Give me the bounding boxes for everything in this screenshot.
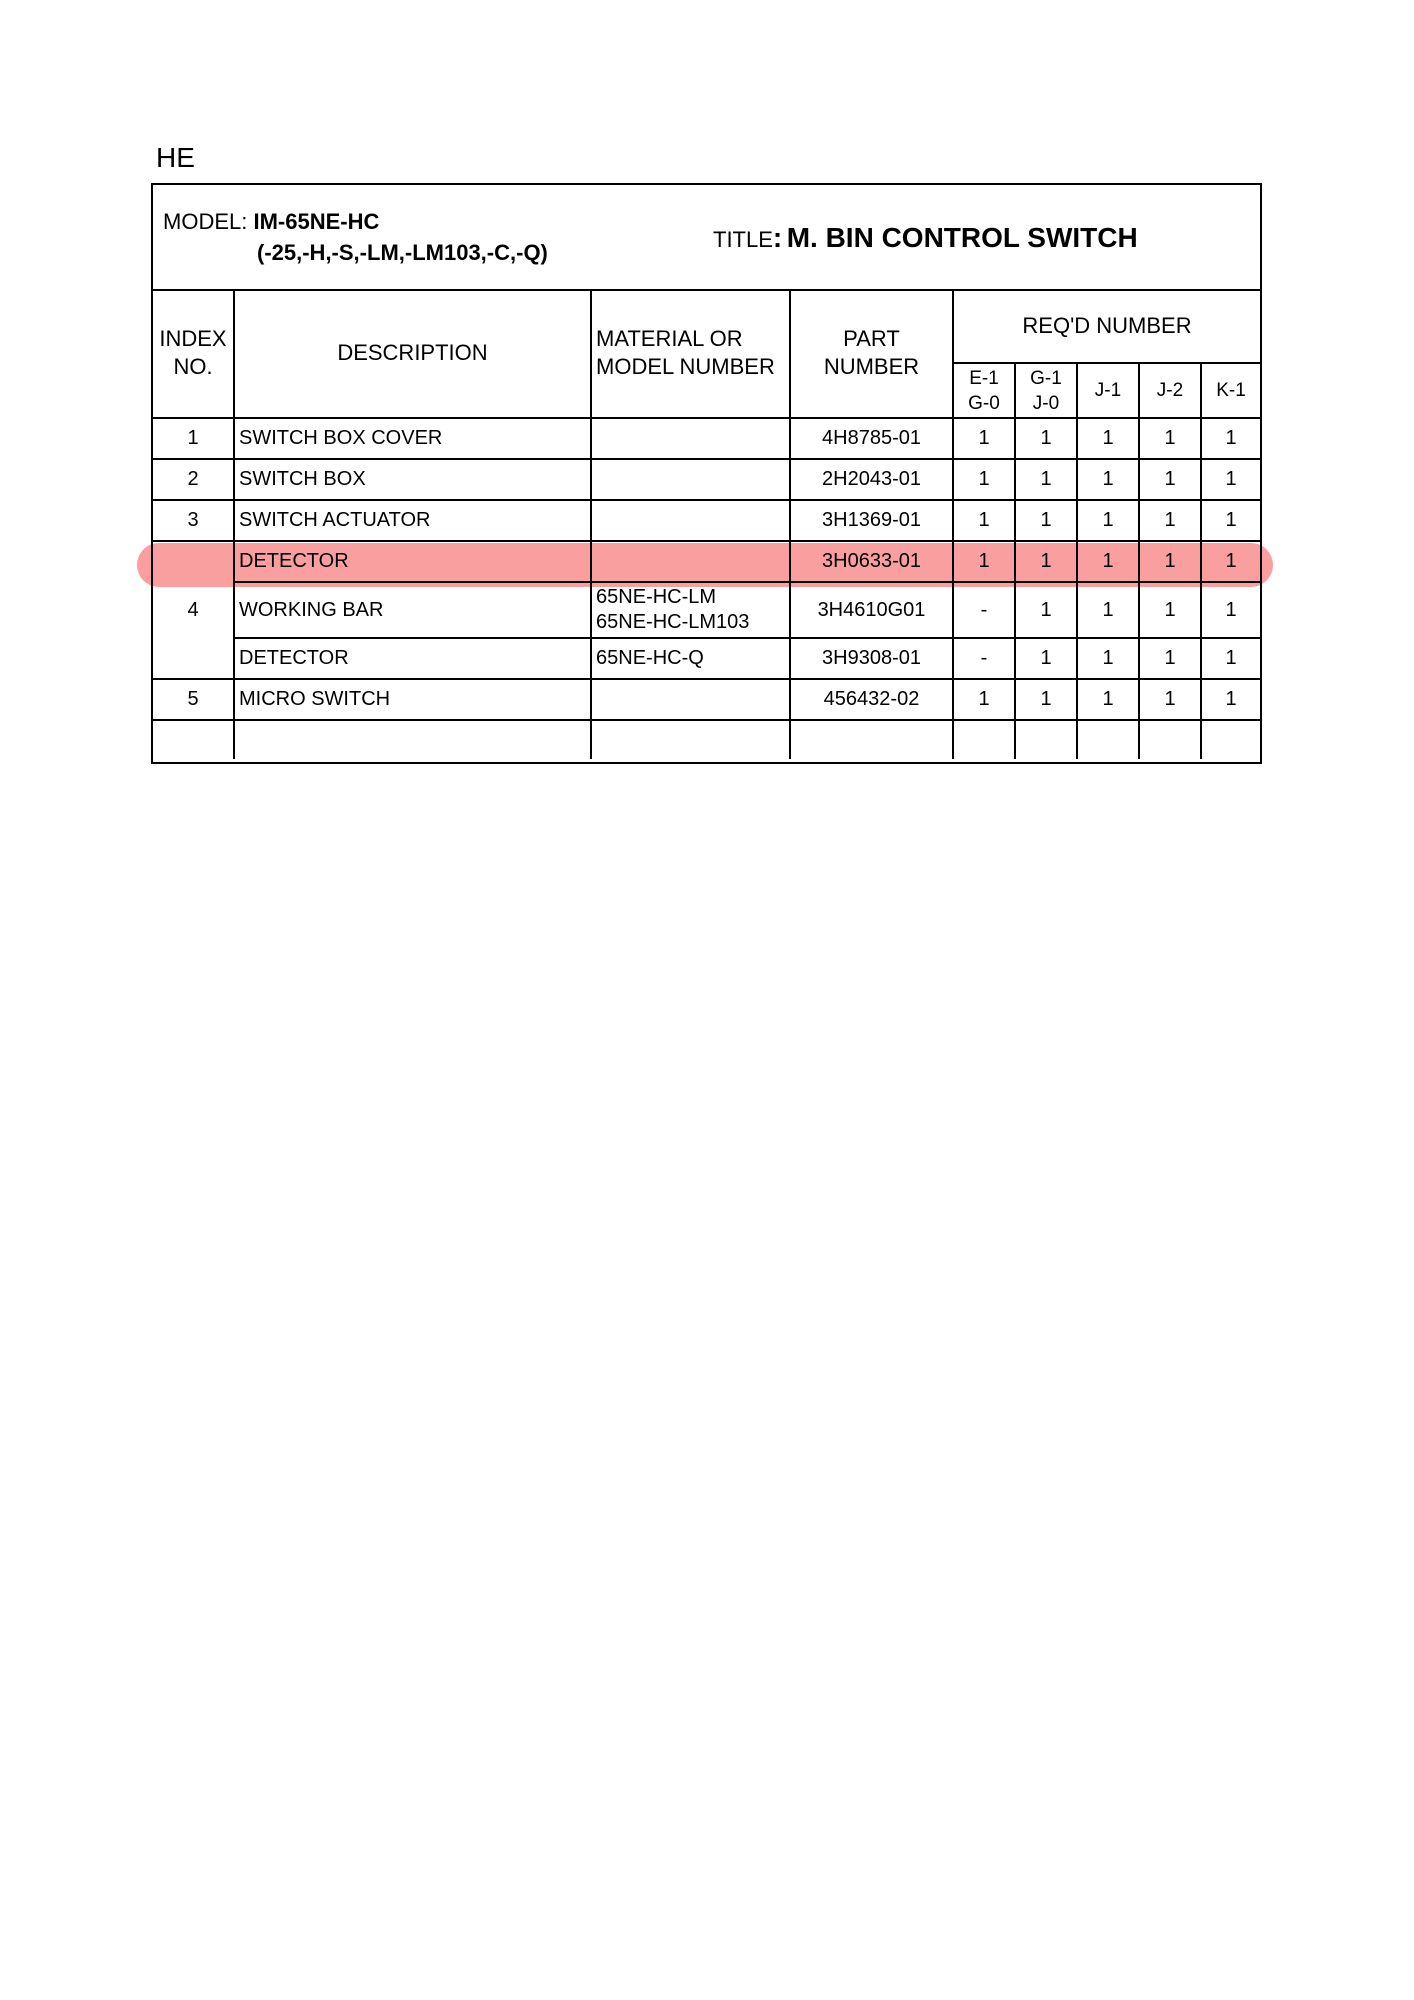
model-line [163, 209, 379, 235]
cell-part-number: 456432-02 [790, 679, 953, 720]
header-part-number: PART NUMBER [790, 289, 953, 418]
cell-material: 65NE-HC-LM 65NE-HC-LM103 [591, 582, 790, 638]
parts-table [153, 289, 1260, 759]
header-reqd-k1: K-1 [1201, 363, 1260, 418]
cell-index [153, 541, 234, 582]
title-label: TITLE [713, 227, 773, 252]
cell-qty: - [953, 638, 1015, 679]
cell-description: SWITCH BOX [234, 459, 591, 500]
cell-part-number: 3H4610G01 [790, 582, 953, 638]
model-label: MODEL: [163, 209, 248, 234]
cell-description: DETECTOR [234, 638, 591, 679]
cell-material [591, 720, 790, 759]
cell-qty: 1 [1201, 418, 1260, 459]
cell-qty: 1 [1077, 541, 1139, 582]
cell-qty: 1 [1077, 418, 1139, 459]
model-value: IM-65NE-HC [253, 209, 380, 234]
cell-qty: 1 [1201, 582, 1260, 638]
page-label: HE [156, 142, 195, 173]
cell-qty [953, 720, 1015, 759]
cell-material [591, 459, 790, 500]
cell-description [234, 720, 591, 759]
cell-part-number: 4H8785-01 [790, 418, 953, 459]
cell-qty: 1 [1015, 679, 1077, 720]
cell-description: MICRO SWITCH [234, 679, 591, 720]
table-row-empty [153, 720, 1260, 759]
cell-material [591, 679, 790, 720]
title-line [713, 222, 1138, 254]
cell-qty [1077, 720, 1139, 759]
table-row [153, 500, 1260, 541]
cell-qty: 1 [1077, 582, 1139, 638]
cell-qty: 1 [1077, 679, 1139, 720]
table-row-highlighted [153, 541, 1260, 582]
cell-index [153, 720, 234, 759]
cell-qty: 1 [1015, 418, 1077, 459]
table-row [153, 418, 1260, 459]
cell-qty: 1 [953, 679, 1015, 720]
header-material: MATERIAL OR MODEL NUMBER [591, 289, 790, 418]
cell-qty: 1 [1201, 459, 1260, 500]
cell-index: 2 [153, 459, 234, 500]
cell-qty: 1 [1201, 638, 1260, 679]
cell-qty: 1 [1015, 638, 1077, 679]
parts-list-sheet [151, 183, 1262, 764]
cell-description: DETECTOR [234, 541, 591, 582]
cell-part-number: 3H0633-01 [790, 541, 953, 582]
cell-qty: 1 [1015, 500, 1077, 541]
cell-qty: 1 [1201, 541, 1260, 582]
cell-part-number: 3H9308-01 [790, 638, 953, 679]
cell-qty: 1 [953, 459, 1015, 500]
cell-qty: 1 [1139, 459, 1201, 500]
cell-qty: 1 [1015, 582, 1077, 638]
table-row [153, 679, 1260, 720]
cell-qty: 1 [1077, 459, 1139, 500]
model-variants: (-25,-H,-S,-LM,-LM103,-C,-Q) [257, 240, 548, 265]
cell-qty [1015, 720, 1077, 759]
header-reqd-j2: J-2 [1139, 363, 1201, 418]
cell-qty [1139, 720, 1201, 759]
cell-index: 4 [153, 582, 234, 638]
title-colon: : [772, 222, 783, 253]
cell-qty: 1 [953, 418, 1015, 459]
cell-qty: 1 [1077, 500, 1139, 541]
cell-index [153, 638, 234, 679]
header-reqd-j1: J-1 [1077, 363, 1139, 418]
cell-qty: 1 [1139, 418, 1201, 459]
cell-description: SWITCH BOX COVER [234, 418, 591, 459]
header-reqd-g1-j0: G-1 J-0 [1015, 363, 1077, 418]
cell-qty: 1 [953, 541, 1015, 582]
cell-qty: 1 [1077, 638, 1139, 679]
cell-index: 3 [153, 500, 234, 541]
table-row [153, 582, 1260, 638]
header-description: DESCRIPTION [234, 289, 591, 418]
cell-index: 5 [153, 679, 234, 720]
cell-material [591, 541, 790, 582]
title-value: M. BIN CONTROL SWITCH [786, 222, 1138, 253]
cell-material [591, 500, 790, 541]
cell-qty: 1 [1139, 679, 1201, 720]
cell-qty: 1 [1139, 582, 1201, 638]
cell-qty: 1 [953, 500, 1015, 541]
cell-qty: 1 [1015, 541, 1077, 582]
cell-index: 1 [153, 418, 234, 459]
cell-part-number [790, 720, 953, 759]
cell-material [591, 418, 790, 459]
cell-qty: 1 [1139, 638, 1201, 679]
cell-qty: 1 [1139, 500, 1201, 541]
cell-qty: - [953, 582, 1015, 638]
cell-qty: 1 [1201, 679, 1260, 720]
header-reqd-number: REQ'D NUMBER [953, 289, 1260, 363]
cell-material: 65NE-HC-Q [591, 638, 790, 679]
cell-qty: 1 [1201, 500, 1260, 541]
cell-description: WORKING BAR [234, 582, 591, 638]
cell-part-number: 3H1369-01 [790, 500, 953, 541]
cell-description: SWITCH ACTUATOR [234, 500, 591, 541]
sheet-header [153, 185, 1260, 291]
header-reqd-e1-g0: E-1 G-0 [953, 363, 1015, 418]
cell-qty: 1 [1139, 541, 1201, 582]
cell-qty: 1 [1015, 459, 1077, 500]
cell-qty [1201, 720, 1260, 759]
header-index: INDEX NO. [153, 289, 234, 418]
table-row [153, 638, 1260, 679]
cell-part-number: 2H2043-01 [790, 459, 953, 500]
table-row [153, 459, 1260, 500]
